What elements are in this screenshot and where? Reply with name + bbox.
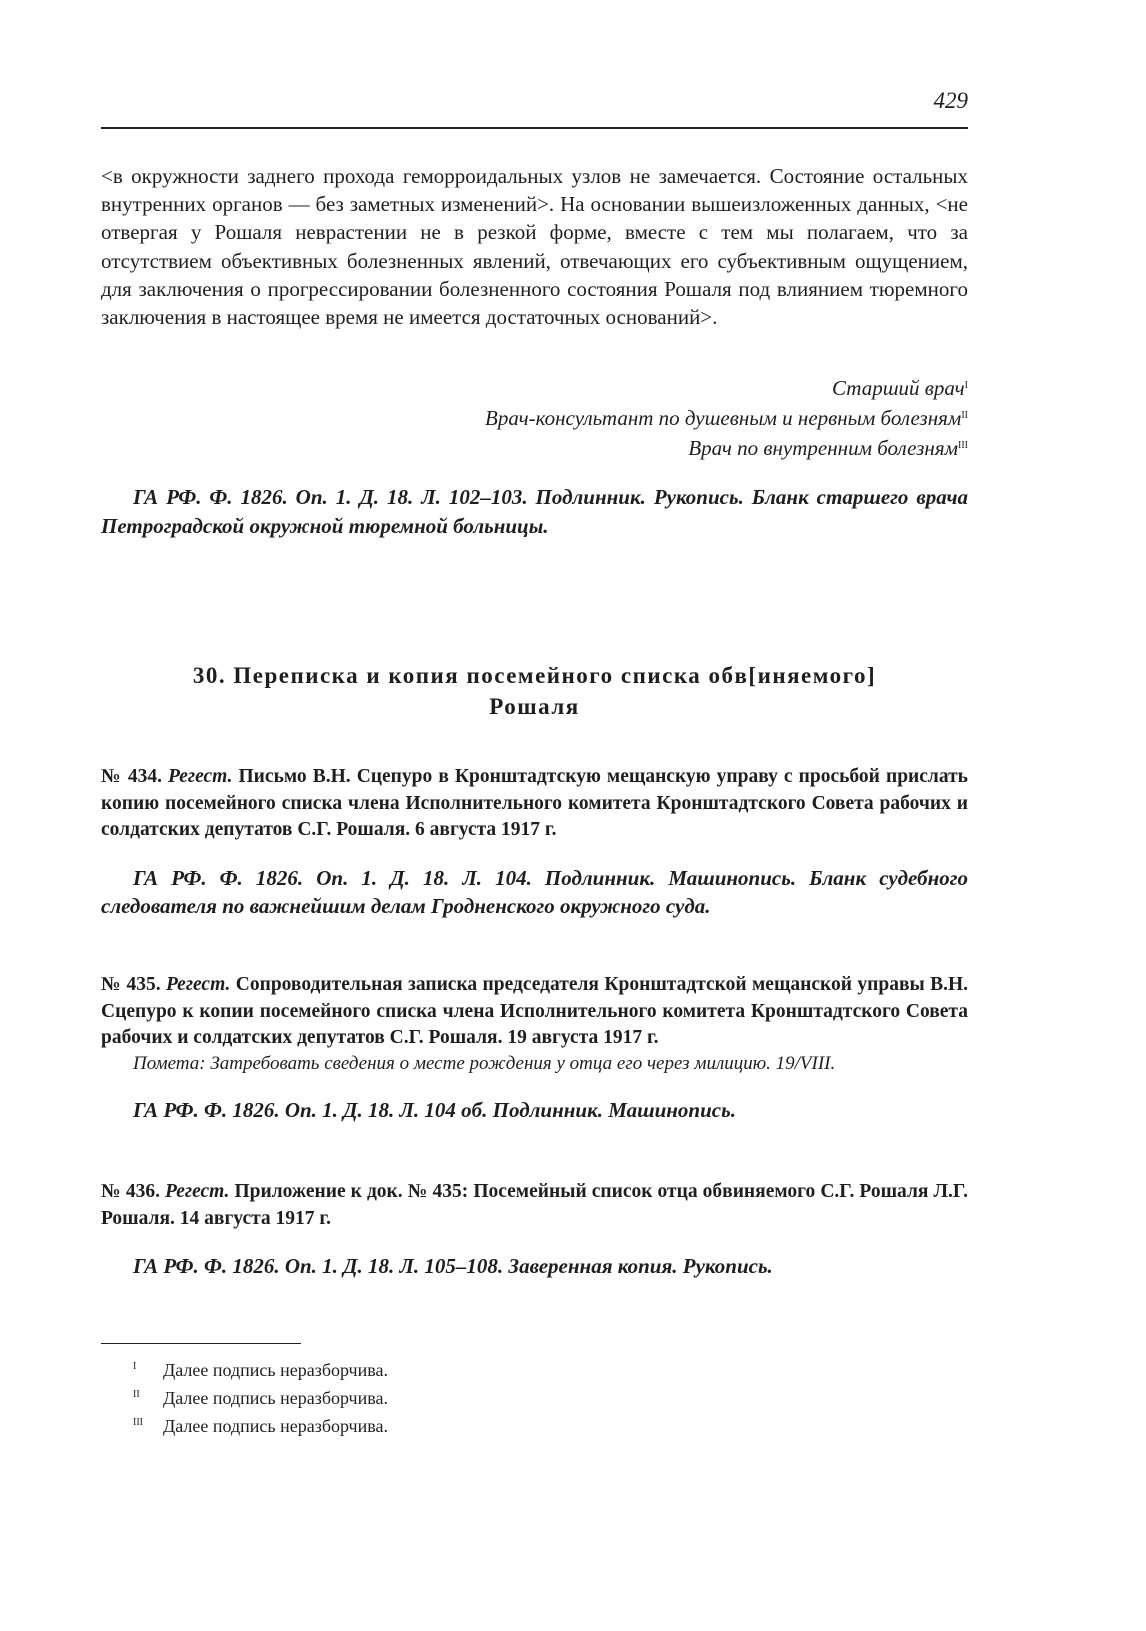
archive-reference: ГА РФ. Ф. 1826. Оп. 1. Д. 18. Л. 104. Подлинник. Машинопись. Бланк судебного следователя по важнейшим делам Гродненского окружного суда. (101, 865, 968, 918)
header-rule (101, 127, 968, 129)
signature-line: Врач по внутренним болезням$^{III}$ (688, 436, 968, 460)
footnote-mark: I (964, 380, 968, 391)
footnote-rule (101, 1343, 301, 1344)
body-paragraph: <в окружности заднего прохода геморроидальных узлов не замечается. Состояние остальных внутренних органов — без заметных изменений>. На основании вышеизложенных данных, <не отвергая у Рошаля неврастении не в резкой форме, вместе с тем мы полагаем, что за отсутствием объективных болезненных явлений, отвечающих его субъективным ощущением, для заключения о прогрессировании болезненного состояния Рошаля под влиянием тюремного заключения в настоящее время не имеется достаточных оснований>. (101, 164, 968, 330)
archive-reference: ГА РФ. Ф. 1826. Оп. 1. Д. 18. Л. 104 об. Подлинник. Машинопись. (133, 1097, 736, 1122)
footnote-mark: III (958, 440, 968, 451)
footnote: $^{III}$ Далее подпись неразборчива. (133, 1416, 388, 1436)
signature-block (268, 372, 968, 462)
footnote: $^I$ Далее подпись неразборчива. (133, 1360, 388, 1380)
archive-reference: ГА РФ. Ф. 1826. Оп. 1. Д. 18. Л. 105–108. Заверенная копия. Рукопись. (133, 1254, 773, 1278)
entry-435: № 435. Регест. Сопроводительная записка председателя Кронштадтской мещанской управы В.Н. Сцепуро к копии посемейного списка члена Исполнительного комитета Кронштадтского Совета рабочих и солдатских депутатов С.Г. Рошаля. 19 августа 1917 г. Помета: Затребовать сведения о месте рождения у отца его через милицию. 19/VIII. ГА РФ. Ф. 1826. Оп. 1. Д. 18. Л. 104 об. Подлинник. Машинопись. (101, 972, 968, 1124)
footnote: $^{II}$ Далее подпись неразборчива. (133, 1388, 388, 1408)
signature-line: Старший врач$^I$ (831, 376, 968, 400)
page-number: 429 (933, 88, 968, 113)
note: Помета: Затребовать сведения о месте рождения у отца его через милицию. 19/VIII. (133, 1052, 836, 1074)
entry-436: № 436. Регест. Приложение к док. № 435: Посемейный список отца обвиняемого С.Г. Рошаля Л.Г. Рошаля. 14 августа 1917 г. ГА РФ. Ф. 1826. Оп. 1. Д. 18. Л. 105–108. Заверенная копия. Рукопись. (101, 1179, 968, 1281)
section-heading: 30. Переписка и копия посемейного списка обв[иняемого] Рошаля (192, 663, 877, 719)
signature-line: Врач-консультант по душевным и нервным болезням$^{II}$ (485, 406, 968, 430)
archive-reference: ГА РФ. Ф. 1826. Оп. 1. Д. 18. Л. 102–103. Подлинник. Рукопись. Бланк старшего врача Петроградской окружной тюремной больницы. (101, 485, 968, 538)
entry-434: № 434. Регест. Письмо В.Н. Сцепуро в Кронштадтскую мещанскую управу с просьбой прислать копию посемейного списка члена Исполнительного комитета Кронштадтского Совета рабочих и солдатских депутатов С.Г. Рошаля. 6 августа 1917 г. ГА РФ. Ф. 1826. Оп. 1. Д. 18. Л. 104. Подлинник. Машинопись. Бланк судебного следователя по важнейшим делам Гродненского окружного суда. (101, 764, 968, 921)
footnote-mark: II (961, 410, 968, 421)
